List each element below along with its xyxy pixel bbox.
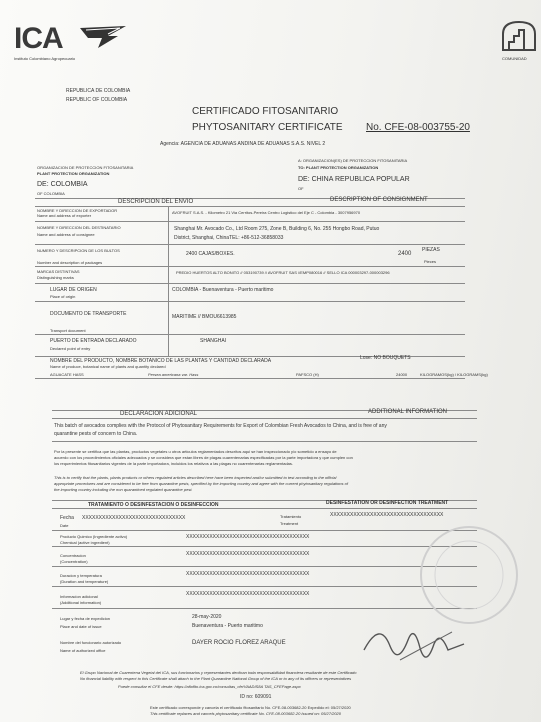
to-org-label-en: TO: PLANT PROTECTION ORGANIZATION [298,165,379,170]
info-label: Informacion adicional [60,594,98,599]
declaration-en-3: the importing country including the non quarantined regulated quarantine pest. [54,487,193,492]
product-sub: Name of produce, botanical name of plants and quantity declared [50,364,166,369]
treatment-sub: Treatment [280,521,299,526]
certificate-number: No. CFE-08-003755-20 [366,122,470,133]
product-qty-unit: KILOGRAMOS(kg) / KILOGRAMS(kg) [420,372,488,377]
treatment-date-label: Fecha [60,515,74,521]
packages-sub: Number and description of packages [37,260,103,265]
transport-label: DOCUMENTO DE TRANSPORTE [50,311,127,317]
marks-value: PREDIO HUERTOS ALTO BONITO // 053190739 // AVOFRUIT SAS //EMP080016 // SELLO ICA 000003297-000003296 [176,270,390,275]
footer-line-2: No financial liability with respect to this Certificate shall attach to the Plant Quarantine National Group of the ICA or to any of its officers or representatives [80,676,352,681]
entry-label: PUERTO DE ENTRADA DECLARADO [50,338,137,344]
packages-label: NUMERO Y DESCRIPCION DE LOS BULTOS [37,248,120,253]
product-name: AGUACATE HASS [50,372,84,377]
republic-es: REPUBLICA DE COLOMBIA [66,88,131,94]
consignee-value-1: Shanghai Mr. Avocado Co., Ltd Room 275, Zone B, Building 6, No. 255 Hongbo Road, Putuo [174,226,380,232]
republic-en: REPUBLIC OF COLOMBIA [66,97,128,103]
origin-sub: Place of origin [50,294,76,299]
concentration-label: Concentracion [60,553,86,558]
transport-sub: Transport document [50,328,86,333]
footer-id: ID no: 609091 [240,694,272,700]
consignee-label: NOMBRE Y DIRECCION DEL DESTINATARIO [37,225,121,230]
origin-label: LUGAR DE ORIGEN [50,287,97,293]
transport-value: MARITIME // BMOU6613985 [172,314,237,320]
issue-place-sub: Place and date of issue [60,624,102,629]
section-description-en: DESCRIPTION OF CONSIGNMENT [330,197,428,203]
declaration-en-1: This is to certify that the plants, plants products or others regulated articles described here have been inspected and/or submitted to test according to the official [54,475,337,480]
declaration-es-2: acuerdo con los procedimientos oficiales adecuados y se considera que estan libres de plagas cuarentenarias especificadas por la parte importadora y que cumplen con [54,455,353,460]
from-org-label-es: ORGANIZACION DE PROTECCION FITOSANITARIA [37,165,134,170]
declaration-en-2: appropriate procedures and are considered to be free from quarantine pests, specified by the importing country and agree with the current phytosanitary regulations of [54,481,348,486]
additional-title-en: ADDITIONAL INFORMATION [368,409,448,415]
additional-title-es: DECLARACION ADICIONAL [120,411,198,417]
info-sub: (Additional information) [60,600,102,605]
to-org-sub: OF [298,186,304,191]
duration-sub: (Duration and temperature) [60,579,109,584]
entry-sub: Declared point of entry [50,346,91,351]
title-en: PHYTOSANITARY CERTIFICATE [192,122,343,133]
section-description-es: DESCRIPCION DEL ENVIO [118,199,194,205]
packages-unit-sub: Pieces [424,259,437,264]
product-qty-label: PAFSCO (H) [296,372,319,377]
packages-value: 2400 CAJAS/BOXES. [186,251,235,257]
from-org-sub: OF COLOMBIA [37,191,65,196]
issue-place-label: Lugar y fecha de expedicion [60,616,111,621]
product-lose: Lose: NO BOUQUETS [360,355,411,361]
issue-place: Buenaventura - Puerto maritimo [192,623,263,629]
footer-line-3: Puede consultar el CFE desde: https://afiofito.ica.gov.co/consultas_cfe/VAADIS8A TAS_CFEPage.aspx [118,684,301,689]
product-label: NOMBRE DEL PRODUCTO, NOMBRE BOTANICO DE LAS PLANTAS Y CANTIDAD DECLARADA [50,358,272,364]
officer-label: Nombre del funcionario autorizado [60,640,122,645]
officer-sub: Name of authorized office [60,648,106,653]
declaration-es-1: Por la presente se certifica que las plantas, productos vegetales u otros articulos reglamentados descritos aqui se han inspeccionado y/o sometido a ensayo de [54,449,337,454]
consignee-sub: Name and address of consignee [37,232,95,237]
faded-stamp-icon [414,520,524,630]
treatment-date-sub: Date [60,523,69,528]
duration-label: Duracion y temperatura [60,573,102,578]
additional-line-1: This batch of avocados complies with the Protocol of Phytosanitary Requirements for Export of Colombian Fresh Avocados to China, and is free of any [54,423,387,429]
officer-name: DAYER ROCIO FLOREZ ARAQUE [192,640,286,646]
product-botanical: Persea americana var. Hass [148,372,199,377]
info-value: XXXXXXXXXXXXXXXXXXXXXXXXXXXXXXXXXXXXX [186,591,310,597]
exporter-label: NOMBRE Y DIRECCION DE EXPORTADOR [37,208,118,213]
to-org-label-es: A: ORGANIZACION(ES) DE PROTECCION FITOSANITARIA [298,158,408,163]
treatment-title-en: DESINFESTATION OR DESINFECTION TREATMENT [326,500,449,506]
declaration-es-3: los requerimientos fitosanitarios vigentes de la parte importadora, incluidos los relativos a las plagas no cuarentenarias reglamentadas. [54,461,294,466]
chemical-label: Producto Quimico (Ingrediente activo) [60,534,128,539]
bird-logo-icon [78,24,128,50]
from-org-label-en: PLANT PROTECTION ORGANIZATION [37,171,110,176]
exporter-value: AVOFRUIT S.A.S. - Kilometro 21 Via Cerritos-Pereira Centro Logistico del Eje C - Colombia - 3007956970 [172,210,361,215]
consignee-value-2: District, Shanghai, ChinaTEL: +86-512-36858033 [174,235,284,241]
entry-value: SHANGHAI [200,338,227,344]
chemical-value: XXXXXXXXXXXXXXXXXXXXXXXXXXXXXXXXXXXXX [186,534,310,540]
footer-line-4: Este certificado corresponde y cancela el certificado fitosanitario No. CFE-08-003682-20 Expedido el: 05/27/2020 [150,705,351,710]
to-org-value: DE: CHINA REPUBLICA POPULAR [298,176,410,183]
exporter-sub: Name and address of exporter [37,213,92,218]
marks-label: MARCAS DISTINTIVAS [37,269,80,274]
additional-line-2: quarantine pests of concern to China. [54,431,138,437]
treatment-date-value: XXXXXXXXXXXXXXXXXXXXXXXXXXXXXXX [82,515,186,521]
ica-logo: ICA [14,22,63,55]
duration-value: XXXXXXXXXXXXXXXXXXXXXXXXXXXXXXXXXXXXX [186,571,310,577]
footer-line-1: El Grupo Nacional de Cuarentena Vegetal del ICA, sus funcionarios y representantes declinan toda responsabilidad financiera resultante de este Certificado [80,670,357,675]
packages-count: 2400 [398,251,412,257]
comunidad-logo-icon [501,20,537,52]
packages-unit: PIEZAS [422,247,440,253]
agency: Agencia: AGENCIA DE ADUANAS ANDINA DE ADUANAS S.A.S. NIVEL 2 [160,141,326,147]
footer-line-5: This certificate replaces and cancels phytosanitary certificate No. CFE-08-003682-20 Issued on: 05/27/2020 [150,711,341,716]
treatment-label: Tratamiento [280,514,302,519]
ica-subtitle: Instituto Colombiano Agropecuario [14,56,76,61]
concentration-sub: (Concentration) [60,559,88,564]
marks-sub: Distinguishing marks [37,275,74,280]
product-qty: 24000 [396,372,408,377]
treatment-value: XXXXXXXXXXXXXXXXXXXXXXXXXXXXXXXXXX [330,512,444,518]
from-org-value: DE: COLOMBIA [37,181,88,188]
concentration-value: XXXXXXXXXXXXXXXXXXXXXXXXXXXXXXXXXXXXX [186,551,310,557]
title-es: CERTIFICADO FITOSANITARIO [192,106,339,117]
origin-value: COLOMBIA - Buenaventura - Puerto maritimo [172,287,274,293]
issue-date: 28-may-2020 [192,614,222,620]
treatment-title-es: TRATAMIENTO O DESINFESTACION O DESINFECCION [88,502,219,508]
comunidad-label: COMUNIDAD [502,56,527,61]
chemical-sub: Chemical (active ingredient) [60,540,110,545]
